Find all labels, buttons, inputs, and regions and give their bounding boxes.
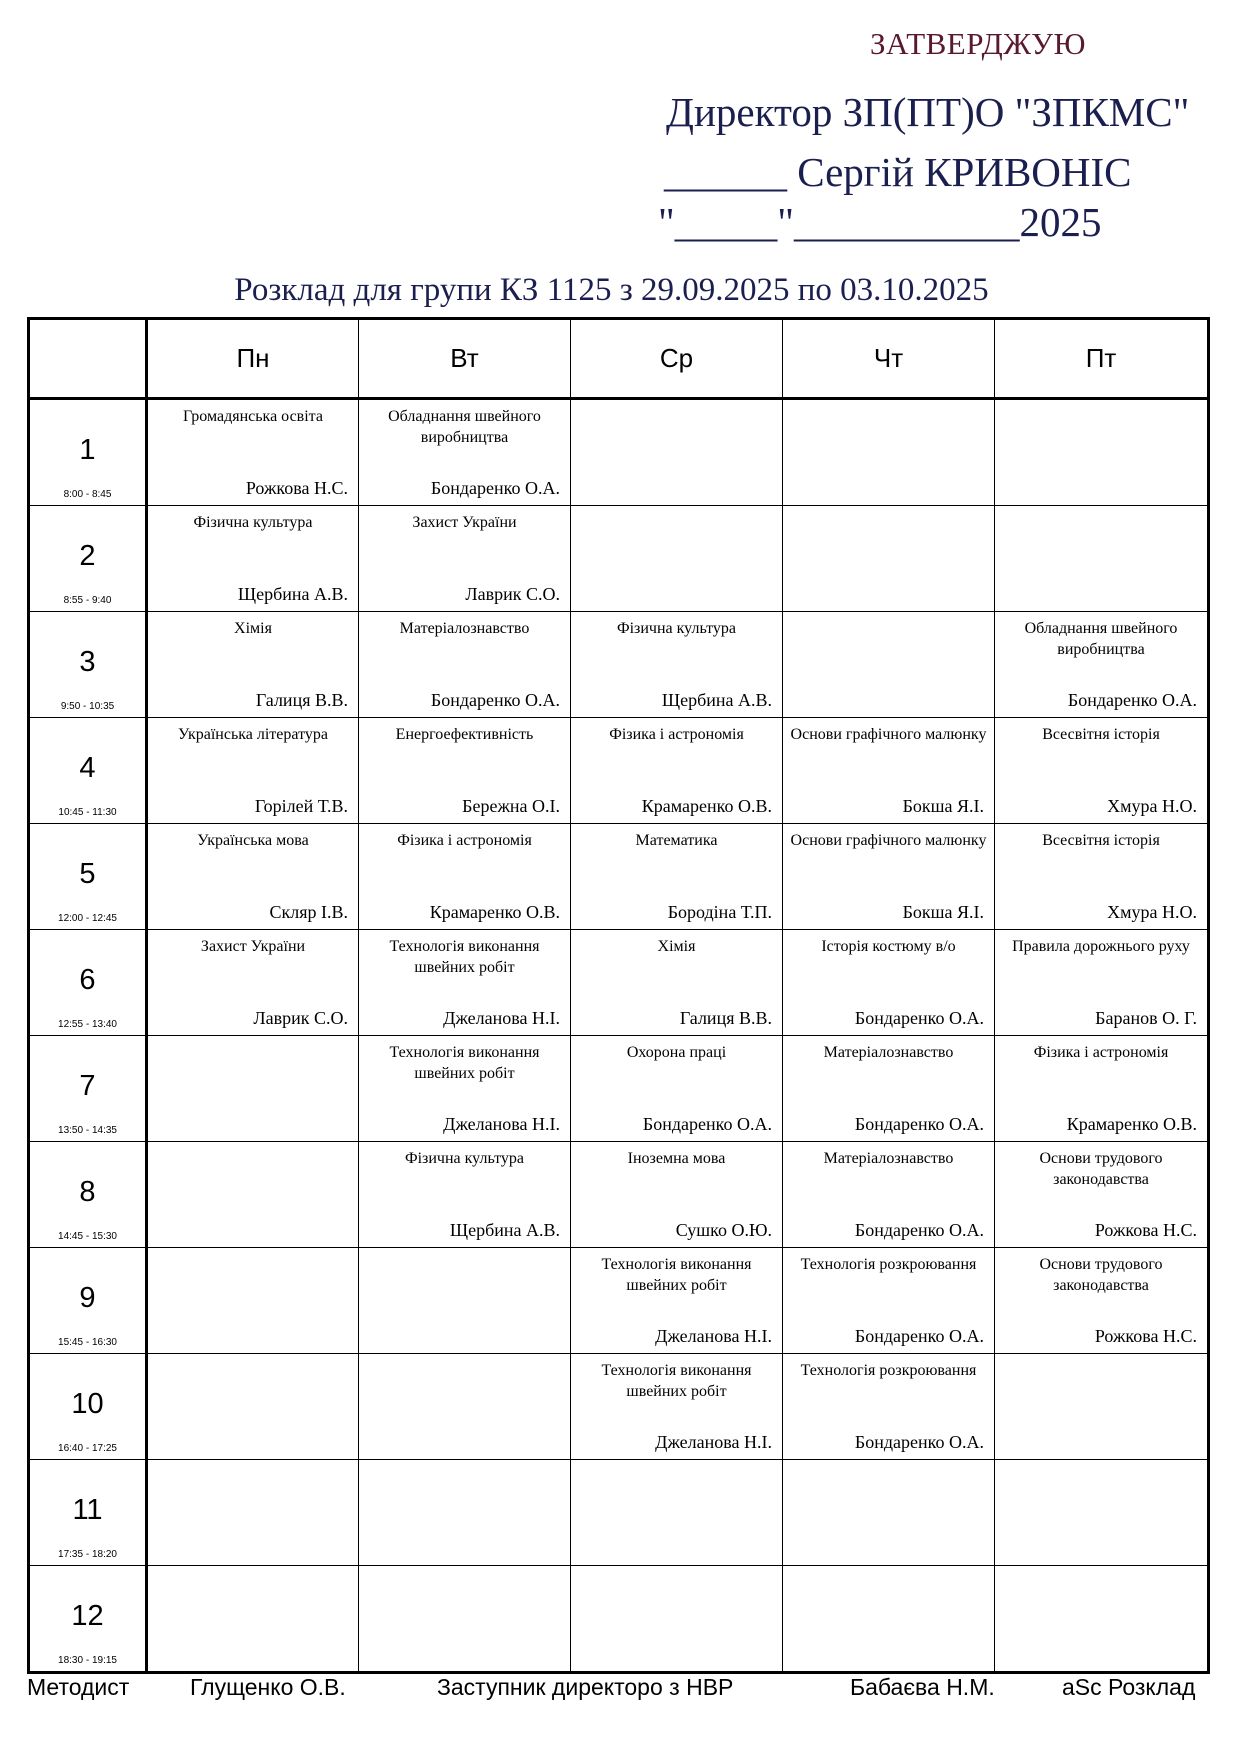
lesson-box [571, 1460, 782, 1565]
lesson-cell [147, 399, 359, 506]
period-number: 8 [79, 1176, 96, 1208]
lesson-cell [147, 1354, 359, 1460]
lesson-subject: Всесвітня історія [1042, 726, 1160, 743]
period-row [29, 399, 1209, 506]
schedule-title-text: Розклад для групи КЗ 1125 з 29.09.2025 по 03.10.2025 [234, 272, 989, 308]
lesson-cell [995, 1142, 1209, 1248]
lesson-teacher: Рожкова Н.С. [1094, 1326, 1197, 1346]
period-number: 7 [79, 1070, 96, 1102]
lesson-teacher: Бокша Я.І. [902, 902, 984, 922]
period-cell [29, 399, 147, 506]
lesson-box [783, 1566, 994, 1671]
period-number: 1 [79, 434, 96, 466]
lesson-box [359, 718, 570, 823]
lesson-cell [359, 1036, 571, 1142]
lesson-teacher: Лаврик С.О. [465, 584, 560, 604]
period-number: 10 [71, 1388, 104, 1420]
lesson-teacher: Щербина А.В. [449, 1220, 560, 1240]
period-number: 2 [79, 540, 96, 572]
lesson-cell [783, 612, 995, 718]
lesson-teacher: Бондаренко О.А. [854, 1220, 984, 1240]
period-cell [29, 1566, 147, 1673]
lesson-teacher: Бондаренко О.А. [1067, 690, 1197, 710]
lesson-cell [571, 1566, 783, 1673]
lesson-teacher: Горілей Т.В. [254, 796, 348, 816]
lesson-box [148, 506, 358, 611]
lesson-subject: Матеріалознавство [823, 1044, 954, 1061]
lesson-teacher: Бондаренко О.А. [430, 478, 560, 498]
period-time: 8:00 - 8:45 [63, 489, 112, 500]
lesson-box [148, 612, 358, 717]
lesson-teacher: Рожкова Н.С. [1094, 1220, 1197, 1240]
lesson-cell [571, 930, 783, 1036]
lesson-cell [783, 1354, 995, 1460]
timetable [27, 317, 1210, 1674]
lesson-cell [995, 1036, 1209, 1142]
period-number: 11 [72, 1494, 103, 1526]
lesson-cell [359, 399, 571, 506]
lesson-box [995, 1566, 1207, 1671]
period-row [29, 1354, 1209, 1460]
period-number: 12 [71, 1600, 104, 1632]
period-row [29, 930, 1209, 1036]
lesson-cell [359, 612, 571, 718]
lesson-subject: Технологія розкроювання [800, 1256, 977, 1273]
lesson-subject: Технологія виконання швейних робіт [389, 938, 540, 976]
day-header-row [29, 319, 1209, 399]
period-number: 5 [79, 858, 96, 890]
lesson-box [148, 824, 358, 929]
lesson-teacher: Крамаренко О.В. [1066, 1114, 1197, 1134]
period-row [29, 1036, 1209, 1142]
lesson-cell [783, 930, 995, 1036]
lesson-cell [783, 1248, 995, 1354]
lesson-teacher: Скляр І.В. [269, 902, 348, 922]
software-credit: aSc Розклад [1062, 1674, 1196, 1700]
lesson-box [148, 400, 358, 505]
lesson-box [359, 1248, 570, 1353]
lesson-box [783, 1248, 994, 1353]
period-number: 9 [79, 1282, 96, 1314]
lesson-teacher: Хмура Н.О. [1107, 902, 1197, 922]
period-row [29, 1142, 1209, 1248]
lesson-cell [359, 1354, 571, 1460]
lesson-subject: Українська література [178, 726, 328, 743]
lesson-subject: Фізична культура [193, 514, 313, 531]
lesson-teacher: Щербина А.В. [237, 584, 348, 604]
corner-cell [29, 319, 147, 399]
lesson-cell [783, 824, 995, 930]
period-time: 16:40 - 17:25 [58, 1443, 117, 1454]
lesson-cell [783, 1142, 995, 1248]
period-row [29, 1248, 1209, 1354]
lesson-subject: Охорона праці [626, 1044, 727, 1061]
lesson-box [148, 718, 358, 823]
lesson-cell [147, 1566, 359, 1673]
period-time: 9:50 - 10:35 [60, 701, 115, 712]
lesson-cell [783, 1566, 995, 1673]
lesson-box [148, 1036, 358, 1141]
lesson-cell [359, 718, 571, 824]
lesson-box [359, 1142, 570, 1247]
lesson-box [783, 612, 994, 717]
deputy-name: Бабаєва Н.М. [850, 1674, 995, 1700]
lesson-cell [783, 718, 995, 824]
lesson-cell [995, 1460, 1209, 1566]
lesson-teacher: Галиця В.В. [679, 1008, 772, 1028]
day-header: Пн [147, 319, 359, 399]
lesson-cell [995, 1248, 1209, 1354]
lesson-subject: Обладнання швейного виробництва [388, 408, 541, 446]
lesson-box [571, 1566, 782, 1671]
lesson-subject: Історія костюму в/о [821, 938, 956, 955]
lesson-teacher: Бондаренко О.А. [854, 1008, 984, 1028]
lesson-box [783, 824, 994, 929]
lesson-box [783, 1460, 994, 1565]
lesson-box [148, 1566, 358, 1671]
period-number: 3 [79, 646, 96, 678]
lesson-box [571, 1354, 782, 1459]
lesson-teacher: Лаврик С.О. [253, 1008, 348, 1028]
lesson-teacher: Бондаренко О.А. [430, 690, 560, 710]
footer [0, 1674, 1241, 1704]
lesson-teacher: Бондаренко О.А. [854, 1114, 984, 1134]
lesson-box [571, 400, 782, 505]
lesson-teacher: Джеланова Н.І. [655, 1326, 772, 1346]
period-row [29, 1566, 1209, 1673]
lesson-cell [359, 506, 571, 612]
lesson-box [571, 1036, 782, 1141]
period-cell [29, 1142, 147, 1248]
lesson-box [571, 1248, 782, 1353]
lesson-subject: Основи трудового законодавства [1039, 1150, 1163, 1188]
lesson-subject: Правила дорожнього руху [1012, 938, 1190, 955]
lesson-box [783, 506, 994, 611]
lesson-box [995, 1354, 1207, 1459]
lesson-cell [783, 1036, 995, 1142]
lesson-cell [571, 718, 783, 824]
lesson-box [995, 1460, 1207, 1565]
lesson-subject: Громадянська освіта [183, 408, 323, 425]
lesson-box [148, 1248, 358, 1353]
period-cell [29, 506, 147, 612]
lesson-box [783, 1142, 994, 1247]
period-cell [29, 1036, 147, 1142]
lesson-subject: Фізика і астрономія [609, 726, 744, 743]
lesson-box [995, 400, 1207, 505]
lesson-box [995, 1036, 1207, 1141]
lesson-box [571, 824, 782, 929]
lesson-cell [359, 1460, 571, 1566]
lesson-cell [147, 1460, 359, 1566]
period-cell [29, 718, 147, 824]
lesson-cell [571, 824, 783, 930]
period-row [29, 506, 1209, 612]
lesson-box [359, 400, 570, 505]
lesson-subject: Іноземна мова [627, 1150, 726, 1167]
lesson-subject: Захист України [200, 938, 306, 955]
lesson-subject: Фізика і астрономія [1033, 1044, 1169, 1061]
period-number: 6 [79, 964, 96, 996]
lesson-box [148, 1142, 358, 1247]
period-row [29, 824, 1209, 930]
lesson-cell [147, 718, 359, 824]
lesson-box [995, 612, 1207, 717]
lesson-box [359, 930, 570, 1035]
lesson-box [148, 930, 358, 1035]
lesson-subject: Матеріалознавство [823, 1150, 954, 1167]
lesson-box [571, 930, 782, 1035]
lesson-box [359, 1036, 570, 1141]
period-row [29, 718, 1209, 824]
lesson-teacher: Крамаренко О.В. [429, 902, 560, 922]
lesson-box [359, 1566, 570, 1671]
lesson-cell [571, 399, 783, 506]
lesson-subject: Основи графічного малюнку [790, 832, 987, 849]
approval-date-line: "_____"___________2025 [658, 199, 1102, 245]
lesson-box [359, 1460, 570, 1565]
lesson-box [783, 718, 994, 823]
lesson-teacher: Сушко О.Ю. [675, 1220, 772, 1240]
lesson-subject: Технологія виконання швейних робіт [601, 1362, 752, 1400]
director-signature-line: ______ Сергій КРИВОНІС [664, 149, 1132, 195]
lesson-cell [147, 506, 359, 612]
lesson-cell [571, 506, 783, 612]
period-number: 4 [79, 752, 96, 784]
lesson-teacher: Джеланова Н.І. [655, 1432, 772, 1452]
lesson-subject: Технологія розкроювання [800, 1362, 977, 1379]
lesson-box [148, 1460, 358, 1565]
lesson-box [359, 506, 570, 611]
lesson-teacher: Хмура Н.О. [1107, 796, 1197, 816]
period-time: 12:55 - 13:40 [58, 1019, 117, 1030]
lesson-cell [147, 1248, 359, 1354]
lesson-cell [147, 1142, 359, 1248]
lesson-cell [995, 612, 1209, 718]
lesson-box [995, 506, 1207, 611]
lesson-teacher: Бондаренко О.А. [854, 1326, 984, 1346]
lesson-teacher: Джеланова Н.І. [443, 1114, 560, 1134]
lesson-box [995, 1248, 1207, 1353]
lesson-subject: Захист України [412, 514, 517, 531]
lesson-cell [783, 1460, 995, 1566]
lesson-teacher: Баранов О. Г. [1095, 1008, 1197, 1028]
lesson-teacher: Галиця В.В. [255, 690, 348, 710]
lesson-box [783, 930, 994, 1035]
lesson-teacher: Щербина А.В. [661, 690, 772, 710]
lesson-teacher: Джеланова Н.І. [443, 1008, 560, 1028]
period-cell [29, 1354, 147, 1460]
lesson-subject: Фізична культура [616, 620, 737, 637]
lesson-box [571, 1142, 782, 1247]
lesson-subject: Українська мова [197, 832, 309, 849]
lesson-box [783, 1036, 994, 1141]
period-cell [29, 824, 147, 930]
lesson-teacher: Бородіна Т.П. [667, 902, 772, 922]
methodist-name: Глущенко О.В. [190, 1674, 346, 1700]
lesson-teacher: Бережна О.І. [462, 796, 560, 816]
lesson-cell [147, 930, 359, 1036]
lesson-box [359, 612, 570, 717]
lesson-cell [571, 1036, 783, 1142]
period-time: 18:30 - 19:15 [58, 1655, 117, 1666]
lesson-box [571, 718, 782, 823]
period-cell [29, 612, 147, 718]
lesson-cell [995, 399, 1209, 506]
period-time: 14:45 - 15:30 [58, 1231, 117, 1242]
period-time: 15:45 - 16:30 [58, 1337, 117, 1348]
lesson-cell [571, 1460, 783, 1566]
lesson-box [571, 612, 782, 717]
lesson-teacher: Рожкова Н.С. [245, 478, 348, 498]
lesson-subject: Хімія [657, 938, 696, 955]
day-header: Ср [571, 319, 783, 399]
lesson-cell [995, 1566, 1209, 1673]
period-time: 8:55 - 9:40 [63, 595, 112, 606]
lesson-cell [995, 824, 1209, 930]
lesson-cell [571, 1248, 783, 1354]
lesson-box [359, 824, 570, 929]
period-time: 17:35 - 18:20 [58, 1549, 117, 1560]
period-time: 12:00 - 12:45 [58, 913, 117, 924]
lesson-cell [359, 824, 571, 930]
lesson-subject: Фізична культура [404, 1150, 525, 1167]
lesson-cell [147, 1036, 359, 1142]
lesson-box [571, 506, 782, 611]
lesson-subject: Хімія [234, 620, 272, 637]
lesson-cell [995, 1354, 1209, 1460]
lesson-cell [571, 1142, 783, 1248]
lesson-cell [571, 1354, 783, 1460]
lesson-teacher: Бондаренко О.А. [854, 1432, 984, 1452]
lesson-box [148, 1354, 358, 1459]
period-time: 10:45 - 11:30 [58, 807, 117, 818]
approval-heading: ЗАТВЕРДЖУЮ [870, 26, 1086, 61]
lesson-subject: Математика [635, 832, 718, 849]
lesson-subject: Всесвітня історія [1042, 832, 1160, 849]
lesson-subject: Основи трудового законодавства [1039, 1256, 1163, 1294]
methodist-label: Методист [27, 1674, 130, 1700]
period-row [29, 1460, 1209, 1566]
lesson-cell [147, 612, 359, 718]
lesson-box [783, 1354, 994, 1459]
period-cell [29, 1460, 147, 1566]
schedule-title [0, 272, 1241, 309]
day-header: Пт [995, 319, 1209, 399]
lesson-box [783, 400, 994, 505]
lesson-cell [359, 1142, 571, 1248]
lesson-box [995, 930, 1207, 1035]
lesson-teacher: Бондаренко О.А. [642, 1114, 772, 1134]
lesson-cell [147, 824, 359, 930]
lesson-subject: Обладнання швейного виробництва [1024, 620, 1178, 658]
lesson-cell [359, 1248, 571, 1354]
lesson-cell [783, 506, 995, 612]
lesson-subject: Основи графічного малюнку [790, 726, 987, 743]
lesson-subject: Технологія виконання швейних робіт [601, 1256, 752, 1294]
day-header: Чт [783, 319, 995, 399]
lesson-cell [995, 718, 1209, 824]
lesson-box [995, 824, 1207, 929]
period-cell [29, 930, 147, 1036]
lesson-teacher: Бокша Я.І. [902, 796, 984, 816]
lesson-box [995, 718, 1207, 823]
lesson-box [359, 1354, 570, 1459]
timetable-body [29, 399, 1209, 1673]
deputy-label: Заступник директоро з НВР [437, 1674, 734, 1700]
lesson-cell [359, 930, 571, 1036]
lesson-cell [359, 1566, 571, 1673]
lesson-cell [995, 930, 1209, 1036]
director-title: Директор ЗП(ПТ)О "ЗПКМС" [666, 89, 1190, 135]
lesson-teacher: Крамаренко О.В. [641, 796, 772, 816]
lesson-subject: Матеріалознавство [399, 620, 530, 637]
lesson-subject: Енергоефективність [395, 726, 534, 743]
period-row [29, 612, 1209, 718]
lesson-cell [571, 612, 783, 718]
day-header: Вт [359, 319, 571, 399]
lesson-cell [995, 506, 1209, 612]
lesson-box [995, 1142, 1207, 1247]
lesson-subject: Технологія виконання швейних робіт [389, 1044, 540, 1082]
period-cell [29, 1248, 147, 1354]
lesson-subject: Фізика і астрономія [397, 832, 532, 849]
lesson-cell [783, 399, 995, 506]
period-time: 13:50 - 14:35 [58, 1125, 117, 1136]
